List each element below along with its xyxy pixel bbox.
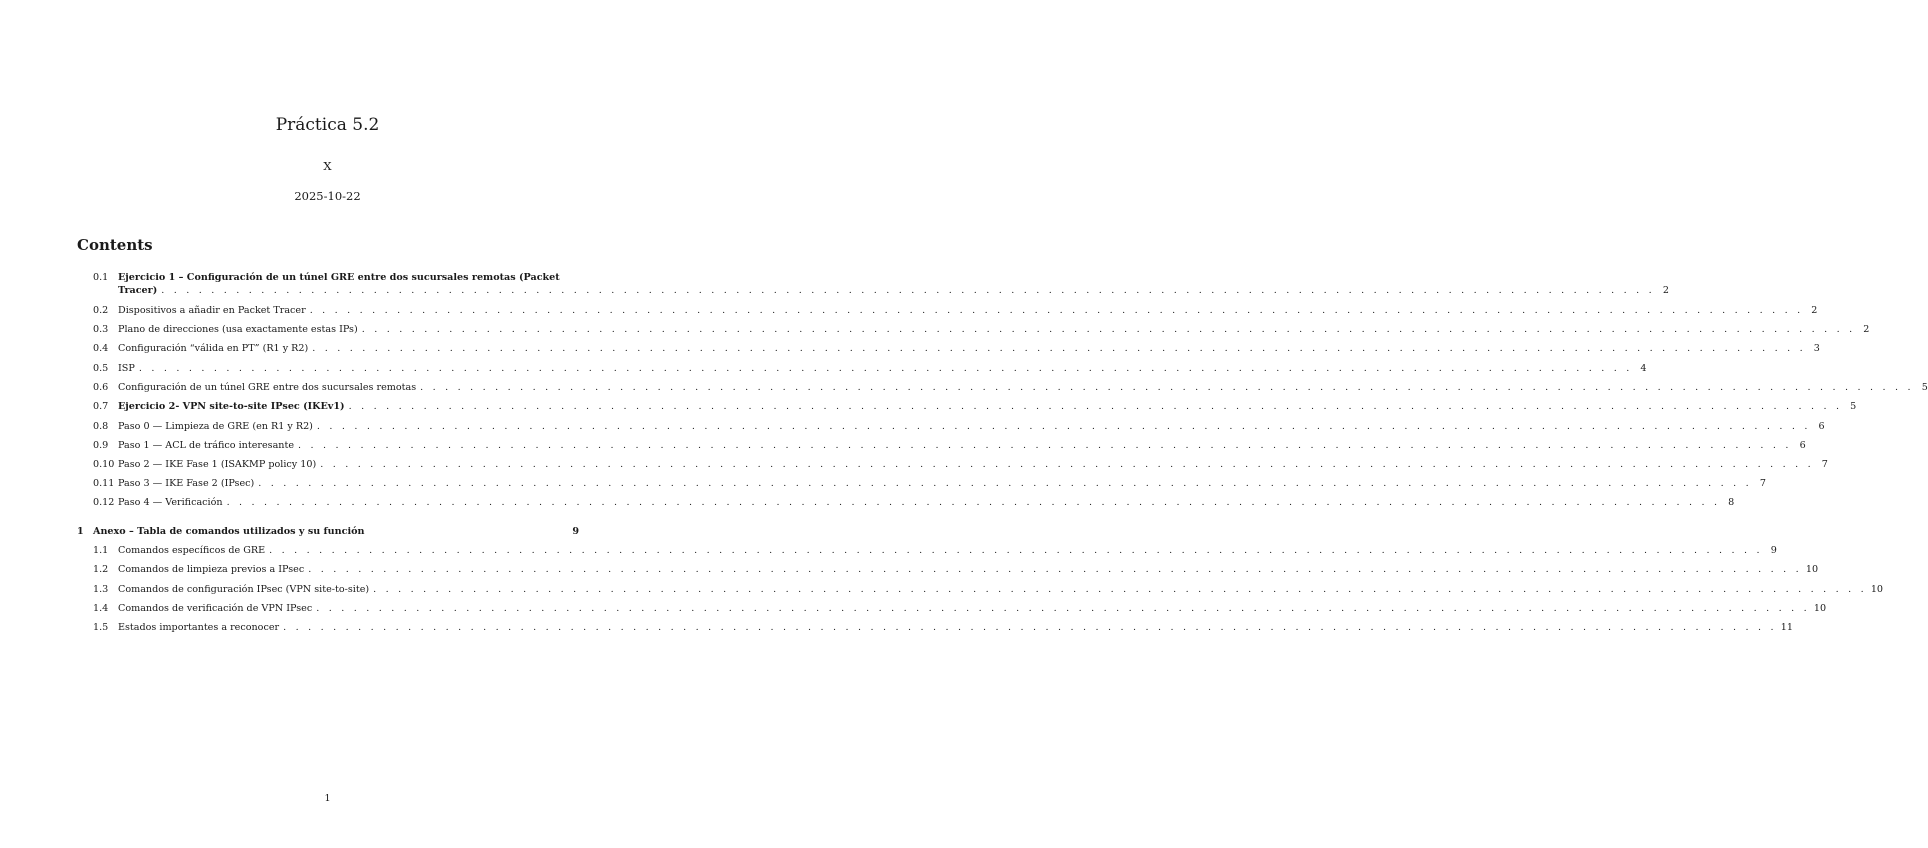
toc-dot-leader: . . . . . . . . . . . . . . . . . . . . . . . . . . . . . . . . . . . . . . . . . . . . . . . . . . . . . . . . . . . . . . . . . . . . . . . . . . . . . . . . . . . . . . . . . . . . . . . . . . . . . . . . . . . . . . . . . . . . . . . . bbox=[269, 545, 1763, 556]
toc-entry-title: Estados importantes a reconocer bbox=[118, 622, 280, 633]
toc-entry-page: 5 bbox=[1850, 401, 1857, 412]
toc-dot-leader: . . . . . . . . . . . . . . . . . . . . . . . . . . . . . . . . . . . . . . . . . . . . . . . . . . . . . . . . . . . . . . . . . . . . . . . . . . . . . . . . . . . . . . . . . . . . . . . . . . . . . . . . . . . . . . . . . . . . . . . . bbox=[361, 324, 1856, 335]
toc-dot-leader: . . . . . . . . . . . . . . . . . . . . . . . . . . . . . . . . . . . . . . . . . . . . . . . . . . . . . . . . . . . . . . . . . . . . . . . . . . . . . . . . . . . . . . . . . . . . . . . . . . . . . . . . . . . . . . . . . . . . . . . . bbox=[258, 478, 1752, 489]
toc-dot-leader: . . . . . . . . . . . . . . . . . . . . . . . . . . . . . . . . . . . . . . . . . . . . . . . . . . . . . . . . . . . . . . . . . . . . . . . . . . . . . . . . . . . . . . . . . . . . . . . . . . . . . . . . . . . . . . . . . . . . . . . . bbox=[138, 363, 1633, 374]
toc-entry-title: Paso 3 — IKE Fase 2 (IPsec) bbox=[118, 478, 255, 489]
toc-entry-number: 1.1 bbox=[93, 545, 109, 556]
toc-entry-number: 0.9 bbox=[93, 440, 109, 451]
toc-entry-number: 0.11 bbox=[93, 478, 115, 489]
toc-entry-number: 1.2 bbox=[93, 564, 109, 575]
toc-dot-leader: . . . . . . . . . . . . . . . . . . . . . . . . . . . . . . . . . . . . . . . . . . . . . . . . . . . . . . . . . . . . . . . . . . . . . . . . . . . . . . . . . . . . . . . . . . . . . . . . . . . . . . . . . . . . . . . . . . . . . . . . bbox=[309, 305, 1804, 316]
toc-dot-leader: . . . . . . . . . . . . . . . . . . . . . . . . . . . . . . . . . . . . . . . . . . . . . . . . . . . . . . . . . . . . . . . . . . . . . . . . . . . . . . . . . . . . . . . . . . . . . . . . . . . . . . . . . . . . . . . . . . . . . . . . bbox=[308, 564, 1802, 575]
toc-entry-page: 9 bbox=[1770, 545, 1777, 556]
toc-dot-leader: . . . . . . . . . . . . . . . . . . . . . . . . . . . . . . . . . . . . . . . . . . . . . . . . . . . . . . . . . . . . . . . . . . . . . . . . . . . . . . . . . . . . . . . . . . . . . . . . . . . . . . . . . . . . . . . . . . . . . . . . bbox=[283, 622, 1777, 633]
toc-dot-leader: . . . . . . . . . . . . . . . . . . . . . . . . . . . . . . . . . . . . . . . . . . . . . . . . . . . . . . . . . . . . . . . . . . . . . . . . . . . . . . . . . . . . . . . . . . . . . . . . . . . . . . . . . . . . . . . . . . . . . . . . bbox=[420, 382, 1914, 393]
toc-entry-number: 0.10 bbox=[93, 459, 115, 470]
toc-entry-number: 1.3 bbox=[93, 584, 109, 595]
toc-entry-title: Paso 0 — Limpieza de GRE (en R1 y R2) bbox=[118, 421, 313, 432]
toc-entry-number: 1.4 bbox=[93, 603, 109, 614]
toc-entry-title: Tracer) bbox=[118, 285, 158, 296]
document-date: 2025-10-22 bbox=[294, 189, 361, 203]
document-title: Práctica 5.2 bbox=[275, 115, 380, 135]
toc-entry-page: 2 bbox=[1811, 305, 1818, 316]
toc-entry-title: Anexo – Tabla de comandos utilizados y su función bbox=[93, 526, 365, 537]
toc-entry-number: 0.6 bbox=[93, 382, 109, 393]
toc-dot-leader: . . . . . . . . . . . . . . . . . . . . . . . . . . . . . . . . . . . . . . . . . . . . . . . . . . . . . . . . . . . . . . . . . . . . . . . . . . . . . . . . . . . . . . . . . . . . . . . . . . . . . . . . . . . . . . . . . . . . . . . . bbox=[320, 459, 1814, 470]
toc-dot-leader: . . . . . . . . . . . . . . . . . . . . . . . . . . . . . . . . . . . . . . . . . . . . . . . . . . . . . . . . . . . . . . . . . . . . . . . . . . . . . . . . . . . . . . . . . . . . . . . . . . . . . . . . . . . . . . . . . . . . . . . . bbox=[161, 285, 1655, 296]
toc-entry-title: Configuración de un túnel GRE entre dos sucursales remotas bbox=[118, 382, 417, 393]
toc-entry-page: 4 bbox=[1640, 363, 1647, 374]
toc-entry-title: Comandos de configuración IPsec (VPN site-to-site) bbox=[118, 584, 370, 595]
toc-dot-leader: . . . . . . . . . . . . . . . . . . . . . . . . . . . . . . . . . . . . . . . . . . . . . . . . . . . . . . . . . . . . . . . . . . . . . . . . . . . . . . . . . . . . . . . . . . . . . . . . . . . . . . . . . . . . . . . . . . . . . . . . bbox=[298, 440, 1792, 451]
toc-entry-number: 0.4 bbox=[93, 343, 109, 354]
toc-entry-title: Plano de direcciones (usa exactamente estas IPs) bbox=[118, 324, 358, 335]
toc-entry-title: Paso 1 — ACL de tráfico interesante bbox=[118, 440, 295, 451]
toc-entry-title: Ejercicio 2- VPN site-to-site IPsec (IKEv1) bbox=[118, 401, 345, 412]
toc-entry-page: 10 bbox=[1813, 603, 1827, 614]
toc-entry-page: 10 bbox=[1870, 584, 1884, 595]
toc-entry-title: Paso 4 — Verificación bbox=[118, 497, 223, 508]
page-number: 1 bbox=[324, 793, 331, 804]
toc-entry-page: 3 bbox=[1813, 343, 1820, 354]
toc-entry-title: Comandos de verificación de VPN IPsec bbox=[118, 603, 313, 614]
toc-entry-page: 6 bbox=[1818, 421, 1825, 432]
toc-entry-page: 2 bbox=[1863, 324, 1870, 335]
toc-entry-title: Dispositivos a añadir en Packet Tracer bbox=[118, 305, 306, 316]
toc-entry-title: Paso 2 — IKE Fase 1 (ISAKMP policy 10) bbox=[118, 459, 317, 470]
toc-entry-page: 9 bbox=[572, 526, 579, 537]
toc-entry-number: 1.5 bbox=[93, 622, 109, 633]
toc-entry-number: 0.7 bbox=[93, 401, 109, 412]
toc-entry-page: 7 bbox=[1821, 459, 1828, 470]
toc-entry-number: 0.1 bbox=[93, 272, 109, 283]
toc-dot-leader: . . . . . . . . . . . . . . . . . . . . . . . . . . . . . . . . . . . . . . . . . . . . . . . . . . . . . . . . . . . . . . . . . . . . . . . . . . . . . . . . . . . . . . . . . . . . . . . . . . . . . . . . . . . . . . . . . . . . . . . . bbox=[373, 584, 1867, 595]
toc-entry-number: 0.8 bbox=[93, 421, 109, 432]
toc-dot-leader: . . . . . . . . . . . . . . . . . . . . . . . . . . . . . . . . . . . . . . . . . . . . . . . . . . . . . . . . . . . . . . . . . . . . . . . . . . . . . . . . . . . . . . . . . . . . . . . . . . . . . . . . . . . . . . . . . . . . . . . . bbox=[316, 603, 1810, 614]
toc-entry-page: 11 bbox=[1780, 622, 1793, 633]
toc-entry-number: 1 bbox=[77, 526, 84, 537]
toc-entry-page: 5 bbox=[1921, 382, 1928, 393]
toc-dot-leader: . . . . . . . . . . . . . . . . . . . . . . . . . . . . . . . . . . . . . . . . . . . . . . . . . . . . . . . . . . . . . . . . . . . . . . . . . . . . . . . . . . . . . . . . . . . . . . . . . . . . . . . . . . . . . . . . . . . . . . . . bbox=[312, 343, 1806, 354]
toc-entry-title: Configuración “válida en PT” (R1 y R2) bbox=[118, 343, 309, 354]
contents-heading: Contents bbox=[77, 236, 153, 254]
toc-entry-page: 8 bbox=[1728, 497, 1735, 508]
toc-entry-page: 10 bbox=[1805, 564, 1819, 575]
document-author: X bbox=[323, 159, 332, 173]
toc-dot-leader: . . . . . . . . . . . . . . . . . . . . . . . . . . . . . . . . . . . . . . . . . . . . . . . . . . . . . . . . . . . . . . . . . . . . . . . . . . . . . . . . . . . . . . . . . . . . . . . . . . . . . . . . . . . . . . . . . . . . . . . . bbox=[226, 497, 1721, 508]
toc-entry-title: Comandos específicos de GRE bbox=[118, 545, 266, 556]
toc-entry-number: 0.5 bbox=[93, 363, 109, 374]
toc-entry-page: 7 bbox=[1759, 478, 1766, 489]
toc-entry-number: 0.2 bbox=[93, 305, 109, 316]
toc-entry-page: 6 bbox=[1799, 440, 1806, 451]
toc-entry-number: 0.3 bbox=[93, 324, 109, 335]
toc-entry-title-line: Ejercicio 1 – Configuración de un túnel GRE entre dos sucursales remotas (Packet bbox=[118, 272, 560, 283]
toc-entry-page: 2 bbox=[1662, 285, 1669, 296]
toc-dot-leader: . . . . . . . . . . . . . . . . . . . . . . . . . . . . . . . . . . . . . . . . . . . . . . . . . . . . . . . . . . . . . . . . . . . . . . . . . . . . . . . . . . . . . . . . . . . . . . . . . . . . . . . . . . . . . . . . . . . . . . . . bbox=[348, 401, 1843, 412]
toc-entry-number: 0.12 bbox=[93, 497, 115, 508]
toc-dot-leader: . . . . . . . . . . . . . . . . . . . . . . . . . . . . . . . . . . . . . . . . . . . . . . . . . . . . . . . . . . . . . . . . . . . . . . . . . . . . . . . . . . . . . . . . . . . . . . . . . . . . . . . . . . . . . . . . . . . . . . . . bbox=[316, 421, 1811, 432]
toc-entry-title: Comandos de limpieza previos a IPsec bbox=[118, 564, 305, 575]
table-of-contents bbox=[77, 0, 1928, 848]
toc-entry-title: ISP bbox=[118, 363, 135, 374]
